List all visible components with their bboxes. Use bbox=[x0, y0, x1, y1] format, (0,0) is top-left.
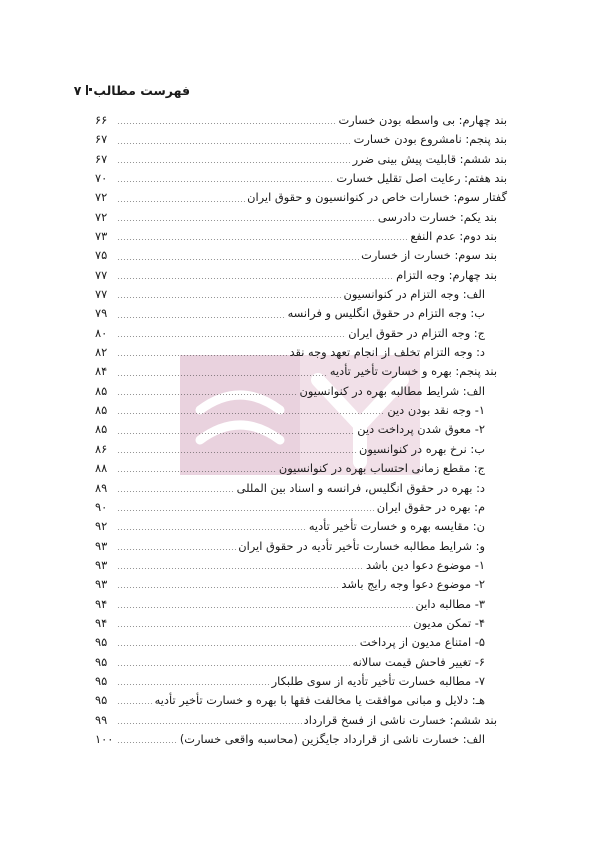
toc-entry bbox=[95, 595, 507, 614]
page-header bbox=[73, 80, 190, 100]
toc-entry bbox=[95, 227, 507, 246]
toc-entry-title: ۵- امتناع مدیون از پرداخت bbox=[359, 635, 485, 650]
dot-leader bbox=[117, 336, 346, 337]
dot-leader bbox=[117, 220, 376, 221]
toc-entry-title: بند هفتم: رعایت اصل تقلیل خسارت bbox=[336, 171, 507, 185]
dot-leader bbox=[117, 259, 359, 260]
square-bullet-icon bbox=[86, 85, 88, 95]
toc-entry-title: بند یکم: خسارت دادرسی bbox=[377, 209, 497, 224]
toc-entry-title: د: وجه التزام تخلف از انجام تعهد وجه نقد bbox=[289, 345, 485, 360]
toc-entry bbox=[95, 421, 507, 440]
toc-entry bbox=[95, 691, 507, 710]
dot-leader bbox=[117, 181, 334, 182]
toc-entry bbox=[95, 208, 507, 227]
toc-entry bbox=[95, 459, 507, 478]
toc-entry-page: ۷۳ bbox=[95, 229, 108, 244]
header-page-number: ۷ bbox=[73, 82, 82, 98]
toc-entry-page: ۹۹ bbox=[95, 712, 108, 727]
toc-entry bbox=[95, 479, 507, 498]
toc-entry-title: ۶- تغییر فاحش قیمت سالانه bbox=[352, 654, 485, 669]
toc-entry-page: ۸۸ bbox=[95, 461, 108, 476]
toc-entry-title: الف: خسارت ناشی از قرارداد جایگزین (محاسبه واقعی خسارت) bbox=[179, 731, 485, 746]
dot-leader bbox=[117, 413, 385, 414]
dot-leader bbox=[117, 297, 342, 298]
dot-leader bbox=[117, 742, 178, 743]
toc-entry bbox=[95, 517, 507, 536]
toc-entry-title: ب: وجه التزام در حقوق انگلیس و فرانسه bbox=[287, 306, 485, 321]
toc-entry-page: ۹۳ bbox=[95, 577, 108, 592]
toc-entry-page: ۹۵ bbox=[95, 635, 108, 650]
dot-leader bbox=[117, 723, 302, 724]
dot-leader bbox=[117, 123, 336, 124]
toc-entry bbox=[95, 150, 507, 169]
toc-entry bbox=[95, 382, 507, 401]
dot-leader bbox=[117, 394, 298, 395]
toc-entry bbox=[95, 266, 507, 285]
toc-entry bbox=[95, 730, 507, 749]
toc-entry bbox=[95, 188, 507, 207]
toc-entry-page: ۸۴ bbox=[95, 364, 108, 379]
dot-leader bbox=[117, 549, 236, 550]
toc-entry bbox=[95, 285, 507, 304]
dot-leader bbox=[117, 587, 339, 588]
toc-entry-page: ۸۶ bbox=[95, 441, 108, 456]
toc-entry-title: ن: مقایسه بهره و خسارت تأخیر تأدیه bbox=[308, 519, 485, 534]
toc-entry-title: و: شرایط مطالبه خسارت تأخیر تأدیه در حقوق ایران bbox=[238, 538, 485, 553]
toc-entry-page: ۸۵ bbox=[95, 383, 108, 398]
toc-entry bbox=[95, 575, 507, 594]
dot-leader bbox=[117, 452, 357, 453]
toc-entry-title: گفتار سوم: خسارات خاص در کنوانسیون و حقوق ایران bbox=[247, 190, 507, 205]
dot-leader bbox=[117, 433, 355, 434]
toc-entry bbox=[95, 111, 507, 130]
toc-entry-title: ۲- موضوع دعوا وجه رایج باشد bbox=[341, 577, 485, 592]
table-of-contents bbox=[95, 111, 507, 749]
toc-entry-page: ۸۵ bbox=[95, 422, 108, 437]
toc-entry bbox=[95, 246, 507, 265]
dot-leader bbox=[117, 201, 245, 202]
dot-leader bbox=[117, 355, 287, 356]
toc-entry-title: م: بهره در حقوق ایران bbox=[376, 499, 485, 514]
dot-leader bbox=[117, 239, 408, 240]
toc-entry-page: ۹۴ bbox=[95, 596, 108, 611]
toc-entry-title: ۲- معوق شدن پرداخت دین bbox=[357, 422, 485, 437]
toc-entry-page: ۶۶ bbox=[95, 112, 108, 127]
toc-entry-page: ۷۵ bbox=[95, 248, 108, 263]
toc-entry-page: ۷۹ bbox=[95, 306, 108, 321]
toc-entry-title: بند پنجم: نامشروع بودن خسارت bbox=[353, 132, 507, 147]
toc-entry-title: ۴- تمکن مدیون bbox=[413, 615, 485, 630]
toc-entry-page: ۷۷ bbox=[95, 267, 108, 282]
toc-entry-title: ج: وجه التزام در حقوق ایران bbox=[348, 325, 485, 340]
toc-entry-page: ۸۹ bbox=[95, 480, 108, 495]
toc-entry-page: ۹۳ bbox=[95, 557, 108, 572]
toc-entry bbox=[95, 401, 507, 420]
toc-entry-title: بند سوم: خسارت از خسارت bbox=[361, 248, 497, 263]
dot-leader bbox=[117, 278, 394, 279]
toc-entry bbox=[95, 672, 507, 691]
toc-entry-page: ۷۲ bbox=[95, 190, 108, 205]
toc-entry-page: ۷۷ bbox=[95, 287, 108, 302]
dot-leader bbox=[117, 317, 286, 318]
dot-leader bbox=[117, 607, 414, 608]
header-title: فهرست مطالب bbox=[93, 82, 190, 98]
toc-entry-title: الف: وجه التزام در کنوانسیون bbox=[343, 287, 485, 302]
dot-leader bbox=[117, 471, 277, 472]
dot-leader bbox=[117, 510, 375, 511]
toc-entry-page: ۸۵ bbox=[95, 403, 108, 418]
toc-entry bbox=[95, 556, 507, 575]
toc-entry bbox=[95, 343, 507, 362]
toc-entry-page: ۸۰ bbox=[95, 325, 108, 340]
toc-entry-title: بند دوم: عدم النفع bbox=[410, 229, 497, 244]
toc-entry-title: الف: شرایط مطالبه بهره در کنوانسیون bbox=[299, 383, 485, 398]
dot-leader bbox=[117, 665, 351, 666]
dot-leader bbox=[117, 143, 352, 144]
toc-entry-page: ۶۷ bbox=[95, 151, 108, 166]
dot-leader bbox=[117, 626, 411, 627]
dot-leader bbox=[117, 703, 153, 704]
toc-entry bbox=[95, 653, 507, 672]
toc-entry-title: ۳- مطالبه داین bbox=[415, 596, 485, 611]
toc-entry-page: ۷۲ bbox=[95, 209, 108, 224]
toc-entry-page: ۹۰ bbox=[95, 499, 108, 514]
toc-entry-title: بند چهارم: وجه التزام bbox=[396, 267, 497, 282]
dot-leader bbox=[117, 684, 270, 685]
dot-leader bbox=[117, 568, 364, 569]
toc-entry-page: ۹۲ bbox=[95, 519, 108, 534]
dot-leader bbox=[117, 162, 351, 163]
toc-entry-page: ۷۰ bbox=[95, 171, 108, 185]
toc-entry-page: ۹۵ bbox=[95, 693, 108, 708]
toc-entry-page: ۶۷ bbox=[95, 132, 108, 147]
toc-entry bbox=[95, 362, 507, 381]
toc-entry bbox=[95, 304, 507, 323]
toc-entry-page: ۱۰۰ bbox=[95, 731, 114, 746]
toc-entry-title: ۱- وجه نقد بودن دین bbox=[387, 403, 485, 418]
dot-leader bbox=[117, 529, 307, 530]
toc-entry-title: ب: نرخ بهره در کنوانسیون bbox=[358, 441, 485, 456]
toc-entry bbox=[95, 614, 507, 633]
toc-entry-title: بند ششم: خسارت ناشی از فسخ قرارداد bbox=[303, 712, 497, 727]
toc-entry-title: ۱- موضوع دعوا دین باشد bbox=[365, 557, 485, 572]
toc-entry-page: ۸۲ bbox=[95, 345, 108, 360]
toc-entry-page: ۹۵ bbox=[95, 673, 108, 688]
toc-entry-title: ۷- مطالبه خسارت تأخیر تأدیه از سوی طلبکار bbox=[271, 673, 485, 688]
toc-entry-title: بند ششم: قابلیت پیش بینی ضرر bbox=[352, 151, 507, 166]
dot-leader bbox=[117, 375, 328, 376]
dot-leader bbox=[117, 645, 358, 646]
toc-entry bbox=[95, 498, 507, 517]
toc-entry bbox=[95, 169, 507, 188]
toc-entry-page: ۹۴ bbox=[95, 615, 108, 630]
toc-entry-title: بند چهارم: بی واسطه بودن خسارت bbox=[338, 112, 507, 127]
toc-entry bbox=[95, 711, 507, 730]
toc-entry bbox=[95, 537, 507, 556]
toc-entry-page: ۹۳ bbox=[95, 538, 108, 553]
toc-entry bbox=[95, 440, 507, 459]
toc-entry-title: بند پنجم: بهره و خسارت تأخیر تأدیه bbox=[329, 364, 497, 379]
toc-entry-title: د: بهره در حقوق انگلیس، فرانسه و اسناد بین المللی bbox=[236, 480, 485, 495]
toc-entry bbox=[95, 324, 507, 343]
toc-entry-title: ج: مقطع زمانی احتساب بهره در کنوانسیون bbox=[278, 461, 485, 476]
toc-entry-page: ۹۵ bbox=[95, 654, 108, 669]
dot-leader bbox=[117, 491, 235, 492]
toc-entry bbox=[95, 130, 507, 149]
toc-entry bbox=[95, 633, 507, 652]
toc-entry-title: هـ: دلایل و مبانی موافقت یا مخالفت فقها با بهره و خسارت تأخیر تأدیه bbox=[154, 693, 485, 708]
